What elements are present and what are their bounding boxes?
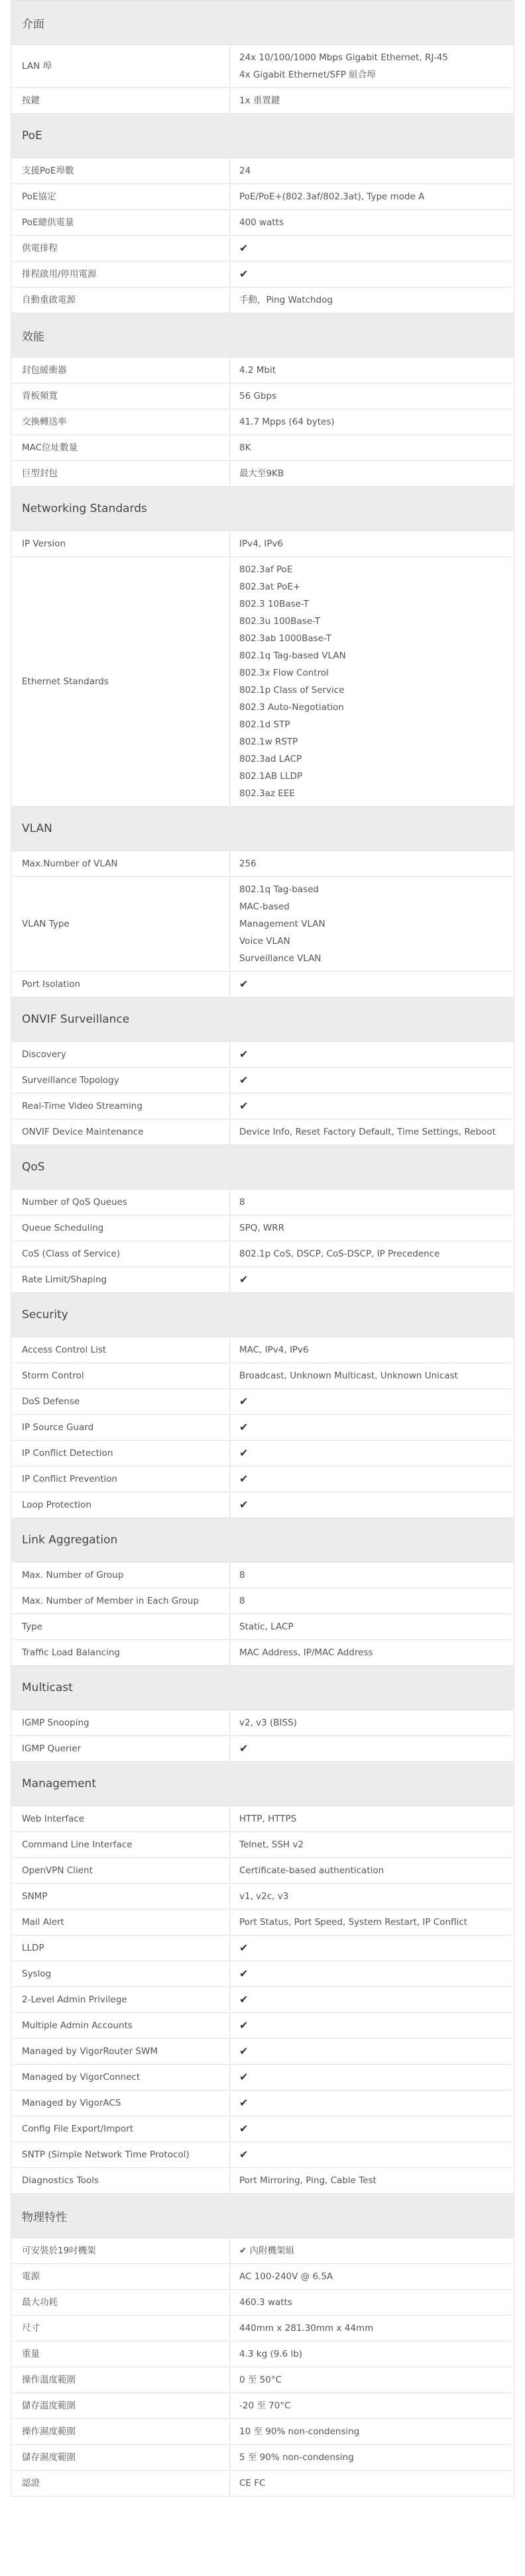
spec-value-line: 手動，Ping Watchdog xyxy=(239,295,333,305)
spec-value-line: 41.7 Mpps (64 bytes) xyxy=(239,417,335,427)
spec-value xyxy=(230,1190,514,1215)
spec-row xyxy=(11,1883,514,1909)
spec-row xyxy=(11,1935,514,1961)
section-title: PoE xyxy=(11,113,514,158)
spec-value-line: 802.3ad LACP xyxy=(239,754,302,764)
spec-value xyxy=(230,1987,514,2012)
spec-value xyxy=(230,1910,514,1935)
spec-value-line: 56 Gbps xyxy=(239,391,277,401)
spec-value xyxy=(230,1415,514,1440)
spec-value-line: 802.3az EEE xyxy=(239,788,295,799)
spec-value-line: 256 xyxy=(239,858,257,869)
spec-row xyxy=(11,1710,514,1735)
spec-value xyxy=(230,358,514,383)
check-icon: ✔ xyxy=(239,1048,249,1060)
spec-label: SNMP xyxy=(11,1884,230,1909)
spec-row xyxy=(11,1215,514,1241)
spec-value xyxy=(230,184,514,209)
spec-value xyxy=(230,409,514,435)
spec-value xyxy=(230,45,514,87)
spec-label: 尺寸 xyxy=(11,2316,230,2341)
spec-value-line: Device Info, Reset Factory Default, Time Settings, Reboot xyxy=(239,1127,496,1137)
spec-label: Loop Protection xyxy=(11,1492,230,1518)
spec-value-line: 802.3at PoE+ xyxy=(239,582,301,592)
spec-label: 認證 xyxy=(11,2471,230,2496)
spec-value xyxy=(230,1467,514,1492)
spec-value-line: 802.1d STP xyxy=(239,719,290,730)
section-title: Multicast xyxy=(11,1665,514,1710)
spec-row xyxy=(11,2238,514,2263)
spec-value xyxy=(230,287,514,313)
check-icon: ✔ xyxy=(239,1993,249,2006)
spec-label: Multiple Admin Accounts xyxy=(11,2013,230,2038)
spec-value xyxy=(230,1806,514,1831)
spec-label: Discovery xyxy=(11,1042,230,1067)
spec-label: 最大功耗 xyxy=(11,2290,230,2315)
spec-value-line: SPQ, WRR xyxy=(239,1223,285,1233)
spec-label: 操作濕度範圍 xyxy=(11,2419,230,2444)
spec-row xyxy=(11,2064,514,2090)
spec-value-line: v2, v3 (BISS) xyxy=(239,1718,297,1728)
spec-value-line: 802.1q Tag-based xyxy=(239,884,319,895)
spec-row xyxy=(11,531,514,556)
spec-section xyxy=(11,113,514,313)
check-icon: ✔ xyxy=(239,2122,249,2135)
spec-value xyxy=(230,461,514,486)
spec-value-line: Certificate-based authentication xyxy=(239,1865,384,1876)
spec-value-line: 460.3 watts xyxy=(239,2297,292,2308)
spec-label: 封包緩衝器 xyxy=(11,358,230,383)
spec-row xyxy=(11,87,514,113)
spec-label: PoE總供電量 xyxy=(11,210,230,235)
spec-label: Queue Scheduling xyxy=(11,1215,230,1241)
spec-label: ONVIF Device Maintenance xyxy=(11,1119,230,1145)
section-title: 物理特性 xyxy=(11,2193,514,2238)
spec-value-line: 802.1AB LLDP xyxy=(239,771,303,782)
spec-row xyxy=(11,1466,514,1492)
spec-row xyxy=(11,2315,514,2341)
spec-value-line: 最大至9KB xyxy=(239,468,284,479)
spec-label: 自動重啟電源 xyxy=(11,287,230,313)
spec-label: 排程啟用/停用電源 xyxy=(11,262,230,287)
spec-label: Max. Number of Member in Each Group xyxy=(11,1588,230,1614)
spec-value-line: Broadcast, Unknown Multicast, Unknown Unicast xyxy=(239,1370,458,1381)
spec-value-line: 1x 重置鍵 xyxy=(239,95,280,106)
spec-value-line: MAC-based xyxy=(239,902,290,912)
spec-row xyxy=(11,1588,514,1614)
spec-value xyxy=(230,2264,514,2289)
spec-label: DoS Defense xyxy=(11,1389,230,1414)
spec-row xyxy=(11,460,514,486)
spec-value xyxy=(230,1935,514,1961)
check-icon: ✔ xyxy=(239,2071,249,2083)
spec-label: IP Version xyxy=(11,531,230,556)
spec-row xyxy=(11,44,514,87)
check-icon: ✔ xyxy=(239,2096,249,2109)
spec-row xyxy=(11,235,514,261)
spec-value-line: 802.3ab 1000Base-T xyxy=(239,633,331,644)
spec-row xyxy=(11,2012,514,2038)
spec-label: 背板頻寬 xyxy=(11,384,230,409)
spec-row xyxy=(11,287,514,313)
check-icon: ✔ xyxy=(239,2148,249,2161)
spec-value xyxy=(230,1215,514,1241)
spec-row xyxy=(11,435,514,460)
spec-value-line: 4x Gigabit Ethernet/SFP 組合埠 xyxy=(239,70,376,80)
spec-label: LLDP xyxy=(11,1935,230,1961)
spec-value xyxy=(230,972,514,997)
section-title: 介面 xyxy=(11,0,514,44)
check-icon: ✔ xyxy=(239,1100,249,1112)
spec-value xyxy=(230,1588,514,1614)
spec-value xyxy=(230,2065,514,2090)
spec-row xyxy=(11,1363,514,1388)
spec-value-line: IPv4, IPv6 xyxy=(239,539,283,549)
spec-value xyxy=(230,1267,514,1292)
spec-value xyxy=(230,1389,514,1414)
spec-value xyxy=(230,1042,514,1067)
spec-value xyxy=(230,1832,514,1857)
spec-value xyxy=(230,384,514,409)
spec-row xyxy=(11,1337,514,1363)
spec-row xyxy=(11,2418,514,2444)
spec-label: Config File Export/Import xyxy=(11,2116,230,2141)
spec-value xyxy=(230,236,514,261)
spec-label: SNTP (Simple Network Time Protocol) xyxy=(11,2142,230,2167)
spec-value xyxy=(230,2142,514,2167)
spec-row xyxy=(11,1388,514,1414)
spec-label: OpenVPN Client xyxy=(11,1858,230,1883)
spec-label: 按鍵 xyxy=(11,88,230,113)
spec-value xyxy=(230,1884,514,1909)
check-icon: ✔ xyxy=(239,242,249,254)
spec-section xyxy=(11,1665,514,1761)
spec-row xyxy=(11,850,514,876)
spec-row xyxy=(11,261,514,287)
spec-value xyxy=(230,2367,514,2393)
spec-value xyxy=(230,1640,514,1665)
spec-value-line: 802.1w RSTP xyxy=(239,737,298,747)
spec-row xyxy=(11,357,514,383)
spec-value-line: 440mm x 281.30mm x 44mm xyxy=(239,2323,374,2334)
spec-label: Max. Number of Group xyxy=(11,1563,230,1588)
spec-value xyxy=(230,2471,514,2496)
check-icon: ✔ xyxy=(239,1967,249,1980)
spec-row xyxy=(11,2367,514,2393)
spec-value xyxy=(230,2445,514,2470)
spec-value-line: 802.1p CoS, DSCP, CoS-DSCP, IP Precedence xyxy=(239,1249,440,1259)
spec-label: Ethernet Standards xyxy=(11,557,230,806)
spec-value xyxy=(230,2039,514,2064)
spec-value-line: 802.3 10Base-T xyxy=(239,599,309,609)
spec-row xyxy=(11,1492,514,1518)
spec-section xyxy=(11,1761,514,2193)
spec-label: Syslog xyxy=(11,1961,230,1986)
spec-row xyxy=(11,1857,514,1883)
spec-value-line: Telnet, SSH v2 xyxy=(239,1839,304,1850)
spec-row xyxy=(11,2263,514,2289)
spec-value-line: 802.3 Auto-Negotiation xyxy=(239,702,344,713)
spec-row xyxy=(11,1189,514,1215)
spec-label: Surveillance Topology xyxy=(11,1068,230,1093)
spec-row xyxy=(11,1806,514,1831)
spec-label: Rate Limit/Shaping xyxy=(11,1267,230,1292)
spec-value xyxy=(230,877,514,971)
spec-label: IP Source Guard xyxy=(11,1415,230,1440)
spec-value xyxy=(230,1736,514,1761)
spec-value-line: Voice VLAN xyxy=(239,936,290,947)
spec-row xyxy=(11,2470,514,2497)
spec-row xyxy=(11,1831,514,1857)
spec-label: 儲存溫度範圍 xyxy=(11,2393,230,2418)
spec-label: Diagnostics Tools xyxy=(11,2168,230,2193)
spec-value-line: 802.1q Tag-based VLAN xyxy=(239,650,346,661)
spec-value-line: 802.1p Class of Service xyxy=(239,685,345,696)
spec-row xyxy=(11,2167,514,2193)
spec-label: 巨型封包 xyxy=(11,461,230,486)
spec-row xyxy=(11,2289,514,2315)
spec-label: 供電排程 xyxy=(11,236,230,261)
spec-value xyxy=(230,1363,514,1388)
spec-value xyxy=(230,2168,514,2193)
section-title: VLAN xyxy=(11,806,514,850)
section-title: Security xyxy=(11,1292,514,1337)
spec-label: Mail Alert xyxy=(11,1910,230,1935)
spec-value-line: 802.3u 100Base-T xyxy=(239,616,321,627)
spec-section xyxy=(11,1292,514,1518)
spec-row xyxy=(11,383,514,409)
check-icon: ✔ xyxy=(239,1447,249,1459)
spec-label: 交換轉送率 xyxy=(11,409,230,435)
spec-value xyxy=(230,1094,514,1119)
spec-value xyxy=(230,1441,514,1466)
spec-section xyxy=(11,1145,514,1292)
spec-value xyxy=(230,2342,514,2367)
spec-value-line: 5 至 90% non-condensing xyxy=(239,2452,354,2463)
spec-label: PoE協定 xyxy=(11,184,230,209)
spec-label: Access Control List xyxy=(11,1337,230,1363)
spec-row xyxy=(11,2393,514,2418)
spec-value xyxy=(230,557,514,806)
spec-value-line: 8 xyxy=(239,1596,245,1606)
spec-value-line: v1, v2c, v3 xyxy=(239,1891,289,1902)
spec-label: IP Conflict Detection xyxy=(11,1441,230,1466)
spec-row xyxy=(11,1562,514,1588)
spec-label: LAN 埠 xyxy=(11,45,230,87)
spec-row xyxy=(11,556,514,806)
check-icon: ✔ xyxy=(239,2045,249,2057)
spec-value xyxy=(230,1492,514,1518)
spec-label: 儲存濕度範圍 xyxy=(11,2445,230,2470)
spec-value xyxy=(230,1710,514,1735)
spec-value xyxy=(230,2116,514,2141)
check-icon: ✔ xyxy=(239,1472,249,1485)
spec-value-line: AC 100-240V @ 6.5A xyxy=(239,2271,333,2282)
spec-section xyxy=(11,997,514,1145)
spec-value-line: 4.3 kg (9.6 lb) xyxy=(239,2349,303,2359)
spec-label: Web Interface xyxy=(11,1806,230,1831)
spec-value-line: Port Status, Port Speed, System Restart, IP Conflict xyxy=(239,1917,467,1928)
spec-section xyxy=(11,1518,514,1665)
spec-label: MAC位址數量 xyxy=(11,435,230,460)
spec-label: Max.Number of VLAN xyxy=(11,851,230,876)
spec-section xyxy=(11,2193,514,2497)
spec-value-line: HTTP, HTTPS xyxy=(239,1814,297,1824)
spec-row xyxy=(11,2444,514,2470)
spec-section xyxy=(11,313,514,486)
spec-label: 可安裝於19吋機架 xyxy=(11,2238,230,2263)
spec-value-line: Port Mirroring, Ping, Cable Test xyxy=(239,2175,377,2186)
spec-label: Number of QoS Queues xyxy=(11,1190,230,1215)
spec-row xyxy=(11,1986,514,2012)
spec-row xyxy=(11,1440,514,1466)
spec-row xyxy=(11,1266,514,1292)
spec-label: IGMP Querier xyxy=(11,1736,230,1761)
check-icon: ✔ xyxy=(239,1074,249,1086)
spec-value xyxy=(230,2013,514,2038)
spec-row xyxy=(11,2090,514,2116)
spec-section xyxy=(11,806,514,997)
spec-row xyxy=(11,1119,514,1145)
spec-row xyxy=(11,2038,514,2064)
spec-row xyxy=(11,876,514,971)
spec-value-line: 802.3x Flow Control xyxy=(239,668,329,678)
spec-value-line: Surveillance VLAN xyxy=(239,953,321,964)
spec-row xyxy=(11,2341,514,2367)
spec-row xyxy=(11,1414,514,1440)
spec-value xyxy=(230,1119,514,1145)
spec-label: 重量 xyxy=(11,2342,230,2367)
spec-row xyxy=(11,971,514,997)
spec-value-line: CE FC xyxy=(239,2478,266,2489)
spec-section xyxy=(11,486,514,806)
spec-value-line: -20 至 70°C xyxy=(239,2400,291,2411)
spec-value-line: 8 xyxy=(239,1197,245,1208)
spec-value-line: 24x 10/100/1000 Mbps Gigabit Ethernet, RJ-45 xyxy=(239,52,448,63)
check-icon: ✔ xyxy=(239,2019,249,2032)
spec-label: Command Line Interface xyxy=(11,1832,230,1857)
spec-label: Managed by VigorACS xyxy=(11,2090,230,2116)
spec-value xyxy=(230,851,514,876)
spec-row xyxy=(11,1093,514,1119)
spec-label: 電源 xyxy=(11,2264,230,2289)
spec-row xyxy=(11,1909,514,1935)
spec-row xyxy=(11,1639,514,1665)
spec-value-line: MAC Address, IP/MAC Address xyxy=(239,1647,373,1658)
spec-value xyxy=(230,1337,514,1363)
check-icon: ✔ xyxy=(239,1395,249,1408)
spec-label: Real-Time Video Streaming xyxy=(11,1094,230,1119)
spec-row xyxy=(11,1961,514,1986)
spec-row xyxy=(11,1041,514,1067)
spec-row xyxy=(11,409,514,435)
spec-row xyxy=(11,183,514,209)
spec-value xyxy=(230,2316,514,2341)
spec-row xyxy=(11,1241,514,1266)
spec-value xyxy=(230,1614,514,1639)
spec-label: 操作溫度範圍 xyxy=(11,2367,230,2393)
spec-label: Managed by VigorRouter SWM xyxy=(11,2039,230,2064)
section-title: Management xyxy=(11,1761,514,1806)
spec-label: IGMP Snooping xyxy=(11,1710,230,1735)
section-title: 效能 xyxy=(11,313,514,357)
check-icon: ✔ xyxy=(239,1421,249,1433)
spec-value xyxy=(230,2393,514,2418)
section-title: ONVIF Surveillance xyxy=(11,997,514,1041)
spec-label: VLAN Type xyxy=(11,877,230,971)
spec-value-line: PoE/PoE+(802.3af/802.3at), Type mode A xyxy=(239,191,425,202)
spec-value-line: ✔ 內附機架組 xyxy=(239,2245,295,2256)
spec-label: 支援PoE埠數 xyxy=(11,158,230,183)
spec-value xyxy=(230,2238,514,2263)
spec-row xyxy=(11,1614,514,1639)
spec-value-line: Management VLAN xyxy=(239,919,325,929)
check-icon: ✔ xyxy=(239,978,249,990)
spec-row xyxy=(11,2116,514,2141)
spec-value xyxy=(230,531,514,556)
section-title: QoS xyxy=(11,1145,514,1189)
spec-label: Managed by VigorConnect xyxy=(11,2065,230,2090)
check-icon: ✔ xyxy=(239,1498,249,1511)
spec-value xyxy=(230,1068,514,1093)
spec-value xyxy=(230,1241,514,1266)
check-icon: ✔ xyxy=(239,1742,249,1755)
spec-value-line: MAC, IPv4, IPv6 xyxy=(239,1345,309,1355)
spec-label: Port Isolation xyxy=(11,972,230,997)
spec-value-line: 24 xyxy=(239,166,251,176)
spec-row xyxy=(11,1067,514,1093)
spec-value xyxy=(230,2290,514,2315)
spec-value xyxy=(230,1858,514,1883)
spec-label: IP Conflict Prevention xyxy=(11,1467,230,1492)
spec-label: Storm Control xyxy=(11,1363,230,1388)
spec-value xyxy=(230,210,514,235)
check-icon: ✔ xyxy=(239,1941,249,1954)
spec-value-line: Static, LACP xyxy=(239,1622,294,1632)
spec-value xyxy=(230,88,514,113)
check-icon: ✔ xyxy=(239,1273,249,1286)
spec-row xyxy=(11,158,514,183)
spec-label: Traffic Load Balancing xyxy=(11,1640,230,1665)
spec-value xyxy=(230,2419,514,2444)
spec-value-line: 8K xyxy=(239,442,251,453)
spec-value xyxy=(230,262,514,287)
spec-value-line: 8 xyxy=(239,1570,245,1580)
spec-value xyxy=(230,1563,514,1588)
spec-value-line: 4.2 Mbit xyxy=(239,365,276,376)
spec-value-line: 0 至 50°C xyxy=(239,2375,282,2385)
section-title: Link Aggregation xyxy=(11,1518,514,1562)
spec-row xyxy=(11,2141,514,2167)
spec-section xyxy=(11,0,514,113)
spec-label: CoS (Class of Service) xyxy=(11,1241,230,1266)
spec-value xyxy=(230,158,514,183)
spec-label: Type xyxy=(11,1614,230,1639)
section-title: Networking Standards xyxy=(11,486,514,531)
spec-label: 2-Level Admin Privilege xyxy=(11,1987,230,2012)
spec-row xyxy=(11,209,514,235)
spec-value xyxy=(230,2090,514,2116)
spec-value-line: 400 watts xyxy=(239,217,284,228)
spec-row xyxy=(11,1735,514,1761)
spec-value-line: 10 至 90% non-condensing xyxy=(239,2426,360,2437)
spec-value xyxy=(230,435,514,460)
spec-value-line: 802.3af PoE xyxy=(239,564,293,575)
spec-value xyxy=(230,1961,514,1986)
check-icon: ✔ xyxy=(239,268,249,280)
